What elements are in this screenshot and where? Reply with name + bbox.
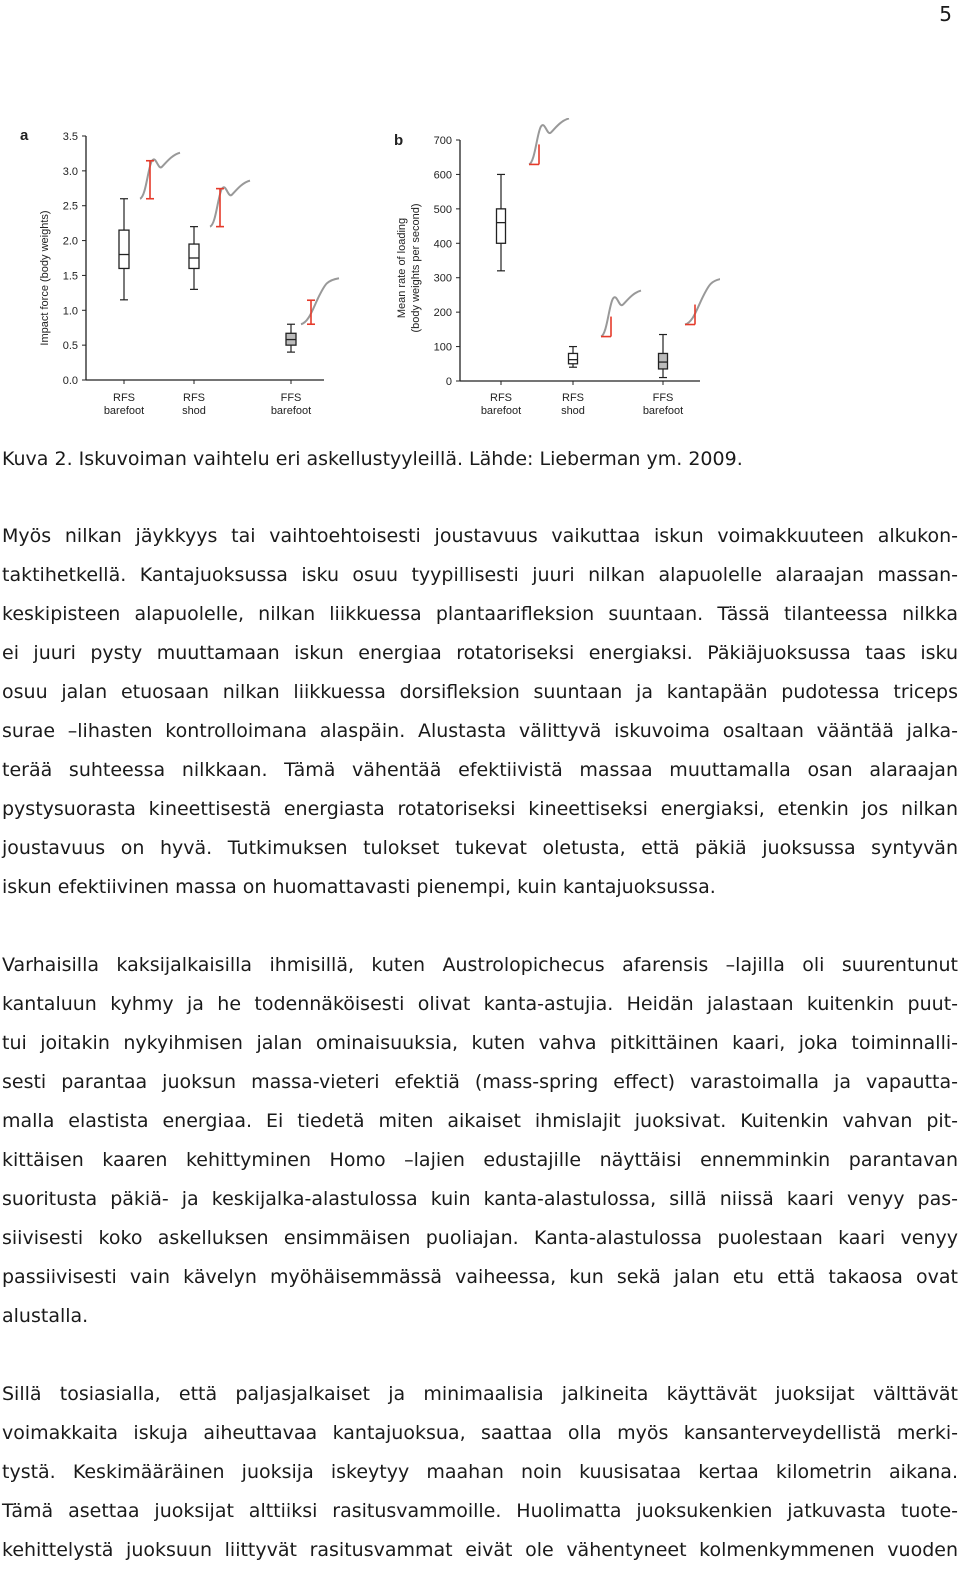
y-tick-label: 200 bbox=[433, 307, 452, 320]
text-line: Tämä asettaa juoksijat alttiiksi rasitusvammoille. Huolimatta juoksukenkien jatkuvasta tuote- bbox=[2, 1500, 958, 1522]
text-line: iskun efektiivinen massa on huomattavasti pienempi, kuin kantajuoksussa. bbox=[2, 876, 716, 898]
x-category-label-line1: RFS bbox=[183, 392, 205, 404]
x-category-label-line2: barefoot bbox=[270, 405, 312, 417]
y-tick-label: 2.5 bbox=[62, 200, 78, 213]
x-category-label-line2: shod bbox=[561, 405, 585, 417]
y-tick-label: 1.0 bbox=[62, 305, 78, 318]
text-line: Sillä tosiasialla, että paljasjalkaiset ja minimaalisia jalkineita käyttävät juoksijat välttävät bbox=[2, 1383, 958, 1405]
force-trace-curve bbox=[529, 118, 569, 164]
text-line: malla elastista energiaa. Ei tiedetä miten aikaiset ihmislajit juoksivat. Kuitenkin vahvan pit- bbox=[2, 1110, 958, 1132]
panel-a-plot bbox=[63, 131, 339, 417]
y-tick-label: 500 bbox=[433, 203, 452, 216]
y-tick-label: 0 bbox=[445, 376, 452, 388]
panel-b bbox=[394, 118, 720, 417]
box-iqr bbox=[189, 244, 199, 268]
x-category-label-line1: RFS bbox=[113, 392, 135, 404]
text-line: pystysuorasta kineettisestä energiasta rotatoriseksi kineettiseksi energiaksi, etenkin jos nilkan bbox=[2, 798, 958, 820]
box-iqr bbox=[569, 353, 578, 363]
y-tick-label: 3.0 bbox=[62, 165, 78, 178]
y-tick-label: 0.0 bbox=[62, 375, 78, 387]
text-line: terää suhteessa nilkkaan. Tämä vähentää efektiivistä massaa muuttamalla osan alaraajan bbox=[2, 759, 958, 781]
y-tick-label: 300 bbox=[433, 272, 452, 285]
panel-a bbox=[20, 127, 339, 417]
y-tick-label: 700 bbox=[433, 135, 452, 147]
paragraph-2 bbox=[2, 946, 958, 1336]
text-line: keskipisteen alapuolelle, nilkan liikkuessa plantaarifleksion suuntaan. Tässä tilanteessa nilkka bbox=[2, 603, 958, 625]
text-line: siivisesti koko askelluksen ensimmäisen puoliajan. Kanta-alastulossa puolestaan kaari venyy bbox=[2, 1227, 958, 1249]
paragraph-1 bbox=[2, 517, 958, 907]
text-line: passiivisesti vain kävelyn myöhäisemmässä vaiheessa, kun sekä jalan etu että takaosa ovat bbox=[2, 1266, 958, 1288]
y-tick-label: 1.5 bbox=[62, 270, 78, 283]
x-category-label-line1: FFS bbox=[280, 392, 302, 404]
x-category-label-line1: RFS bbox=[490, 392, 512, 404]
text-line: taktihetkellä. Kantajuoksussa isku osuu tyypillisesti juuri nilkan alapuolelle alaraajan massan- bbox=[2, 564, 958, 586]
text-line: alustalla. bbox=[2, 1305, 89, 1327]
panel-a-label: a bbox=[20, 127, 29, 144]
text-line: suoritusta päkiä- ja keskijalka-alastulossa kuin kanta-alastulossa, sillä niissä kaari venyy pas- bbox=[2, 1188, 958, 1210]
x-category-label-line1: FFS bbox=[652, 392, 674, 404]
box-iqr bbox=[119, 230, 129, 268]
y-tick-label: 0.5 bbox=[62, 340, 78, 353]
text-line: tystä. Keskimääräinen juoksija iskeytyy maahan noin kuusisataa kertaa kilometrin aikana. bbox=[2, 1461, 958, 1483]
y-tick-label: 100 bbox=[433, 341, 452, 354]
x-category-label-line2: barefoot bbox=[103, 405, 145, 417]
text-line: Varhaisilla kaksijalkaisilla ihmisillä, kuten Austrolopichecus afarensis –lajilla oli suurentunut bbox=[2, 954, 958, 976]
figure-caption: Kuva 2. Iskuvoiman vaihtelu eri askellustyyleillä. Lähde: Lieberman ym. 2009. bbox=[2, 448, 743, 470]
text-line: tui joitakin nykyihmisen jalan ominaisuuksia, kuten vahva pitkittäinen kaari, joka toiminnalli- bbox=[2, 1032, 958, 1054]
y-tick-label: 400 bbox=[433, 238, 452, 251]
paragraph-3 bbox=[2, 1375, 958, 1570]
x-category-label-line1: RFS bbox=[562, 392, 584, 404]
panel-b-ylabel-line1: Mean rate of loading bbox=[396, 217, 408, 319]
text-line: joustavuus on hyvä. Tutkimuksen tulokset tukevat oletusta, että päkiä juoksussa syntyvän bbox=[2, 837, 958, 859]
panel-b-ylabel-line2: (body weights per second) bbox=[410, 203, 422, 333]
force-trace-curve bbox=[301, 278, 339, 324]
text-line: kehittelystä juoksuun liittyvät rasitusvammat eivät ole vähentyneet kolmenkymmenen vuoden bbox=[2, 1539, 958, 1561]
x-category-label-line2: shod bbox=[182, 405, 206, 417]
text-line: Myös nilkan jäykkyys tai vaihtoehtoisesti joustavuus vaikuttaa iskun voimakkuuteen alkukon- bbox=[2, 525, 958, 547]
box-iqr bbox=[659, 353, 668, 368]
y-tick-label: 3.5 bbox=[62, 131, 78, 143]
panel-b-label: b bbox=[394, 132, 404, 149]
y-tick-label: 2.0 bbox=[62, 235, 78, 248]
force-trace-curve bbox=[210, 181, 250, 227]
text-line: osuu jalan etuosaan nilkan liikkuessa dorsifleksion suuntaan ja kantapään pudotessa triceps bbox=[2, 681, 958, 703]
box-iqr bbox=[497, 209, 506, 243]
text-line: kantaluun kyhmy ja he todennäköisesti olivat kanta-astujia. Heidän jalastaan kuitenkin puut- bbox=[2, 993, 958, 1015]
impact-force-figure bbox=[0, 118, 720, 430]
force-trace-curve bbox=[601, 291, 641, 337]
text-line: voimakkaita iskuja aiheuttavaa kantajuoksua, saattaa olla myös kansanterveydellistä merki- bbox=[2, 1422, 958, 1444]
panel-a-ylabel: Impact force (body weights) bbox=[39, 210, 51, 346]
x-category-label-line2: barefoot bbox=[480, 405, 522, 417]
text-line: surae –lihasten kontrolloimana alaspäin. Alustasta välittyvä iskuvoima osaltaan vääntää jalka- bbox=[2, 720, 958, 742]
page-number: 5 bbox=[939, 2, 952, 26]
text-line: sesti parantaa juoksun massa-vieteri efektiä (mass-spring effect) varastoimalla ja vapautta- bbox=[2, 1071, 958, 1093]
y-tick-label: 600 bbox=[433, 169, 452, 182]
x-category-label-line2: barefoot bbox=[642, 405, 684, 417]
force-trace-curve bbox=[685, 279, 720, 325]
text-line: kittäisen kaaren kehittyminen Homo –lajien edustajille näyttäisi ennemminkin parantavan bbox=[2, 1149, 958, 1171]
force-trace-curve bbox=[140, 153, 180, 199]
text-line: ei juuri pysty muuttamaan iskun energiaa rotatoriseksi energiaksi. Päkiäjuoksussa taas isku bbox=[2, 642, 958, 664]
panel-b-plot bbox=[434, 118, 720, 417]
